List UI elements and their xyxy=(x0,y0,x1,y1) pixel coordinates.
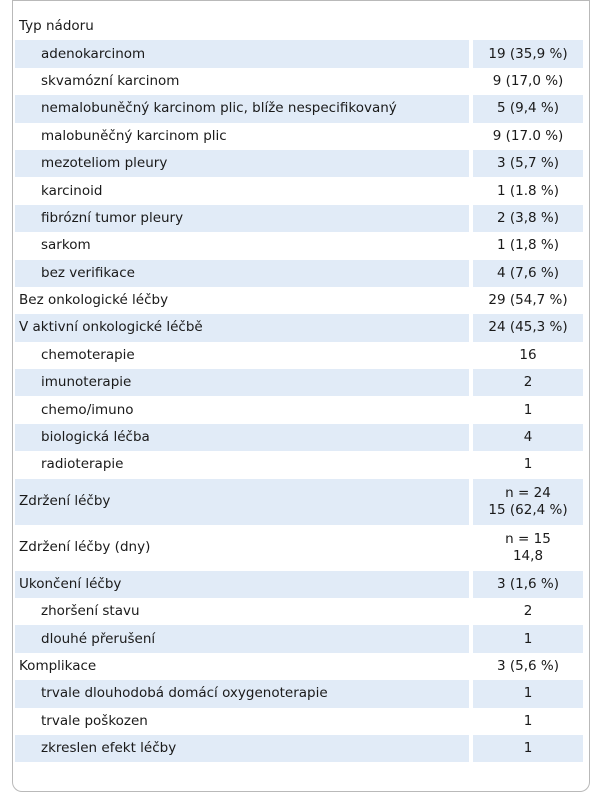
row-value: 3 (5,7 %) xyxy=(473,150,583,177)
table-row xyxy=(15,287,583,314)
row-value: 1 (1,8 %) xyxy=(496,237,559,254)
row-label: Ukončení léčby xyxy=(15,571,469,598)
row-value-line2: 14,8 xyxy=(512,547,544,564)
row-label: chemoterapie xyxy=(41,346,135,363)
row-value: 1 xyxy=(523,401,533,418)
row-label: bez verifikace xyxy=(15,260,469,287)
table-row xyxy=(15,451,583,478)
row-value-line1: n = 15 xyxy=(505,530,551,547)
row-label: imunoterapie xyxy=(15,369,469,396)
table-row xyxy=(15,525,583,571)
row-label: radioterapie xyxy=(41,456,124,473)
table-row xyxy=(15,95,583,122)
table-row xyxy=(15,396,583,423)
row-label: chemo/imuno xyxy=(41,401,134,418)
row-label: mezoteliom pleury xyxy=(15,150,469,177)
table-row xyxy=(15,342,583,369)
row-value: 1 (1.8 %) xyxy=(496,182,559,199)
table-row xyxy=(15,424,583,451)
row-value: 19 (35,9 %) xyxy=(473,40,583,67)
table-row xyxy=(15,571,583,598)
table-row xyxy=(15,123,583,150)
table-row xyxy=(15,479,583,525)
row-label: Komplikace xyxy=(19,658,97,674)
table-row xyxy=(15,708,583,735)
table-row xyxy=(15,68,583,95)
table-row xyxy=(15,598,583,625)
row-label: sarkom xyxy=(41,237,91,254)
row-label: Zdržení léčby xyxy=(15,479,469,525)
table-row xyxy=(15,369,583,396)
table-row xyxy=(15,625,583,652)
table-body xyxy=(15,13,583,762)
row-label: nemalobuněčný karcinom plic, blíže nespecifikovaný xyxy=(15,95,469,122)
table-row xyxy=(15,680,583,707)
row-value: 3 (1,6 %) xyxy=(473,571,583,598)
row-label: dlouhé přerušení xyxy=(15,625,469,652)
row-value: 1 xyxy=(473,625,583,652)
row-value: 2 xyxy=(523,603,533,620)
row-value: 29 (54,7 %) xyxy=(488,292,568,309)
table-row xyxy=(15,150,583,177)
row-label: zhoršení stavu xyxy=(41,603,140,620)
row-label: V aktivní onkologické léčbě xyxy=(15,314,469,341)
table-row xyxy=(15,177,583,204)
row-value: 2 (3,8 %) xyxy=(473,205,583,232)
row-value: 4 xyxy=(473,424,583,451)
row-label: Typ nádoru xyxy=(19,18,94,35)
row-value: 9 (17.0 %) xyxy=(492,127,564,144)
data-table xyxy=(15,13,583,762)
row-label: trvale dlouhodobá domácí oxygenoterapie xyxy=(15,680,469,707)
row-label: biologická léčba xyxy=(15,424,469,451)
row-value: 1 xyxy=(473,680,583,707)
row-label: Zdržení léčby (dny) xyxy=(19,539,151,556)
row-value-line2: 15 (62,4 %) xyxy=(488,501,568,518)
row-label: malobuněčný karcinom plic xyxy=(41,127,227,144)
row-value: 5 (9,4 %) xyxy=(473,95,583,122)
row-label: fibrózní tumor pleury xyxy=(15,205,469,232)
row-label: trvale poškozen xyxy=(41,712,148,729)
table-row xyxy=(15,260,583,287)
table-row xyxy=(15,205,583,232)
row-label: zkreslen efekt léčby xyxy=(15,735,469,762)
table-row xyxy=(15,653,583,680)
row-value xyxy=(473,479,583,525)
row-value: 1 xyxy=(523,712,533,729)
row-value: 1 xyxy=(473,735,583,762)
row-value xyxy=(473,13,583,40)
row-value xyxy=(473,525,583,571)
table-row xyxy=(15,13,583,40)
row-value-line1: n = 24 xyxy=(505,484,551,501)
row-value: 3 (5,6 %) xyxy=(496,658,559,674)
row-label: adenokarcinom xyxy=(15,40,469,67)
row-label: karcinoid xyxy=(41,182,103,199)
row-value: 1 xyxy=(523,456,533,473)
table-row xyxy=(15,232,583,259)
row-value: 16 xyxy=(519,346,537,363)
row-value: 24 (45,3 %) xyxy=(473,314,583,341)
table-row xyxy=(15,314,583,341)
row-label: Bez onkologické léčby xyxy=(19,292,169,309)
table-row xyxy=(15,40,583,67)
row-value: 9 (17,0 %) xyxy=(492,72,564,89)
row-label: skvamózní karcinom xyxy=(41,72,180,89)
row-value: 4 (7,6 %) xyxy=(473,260,583,287)
table-row xyxy=(15,735,583,762)
row-value: 2 xyxy=(473,369,583,396)
